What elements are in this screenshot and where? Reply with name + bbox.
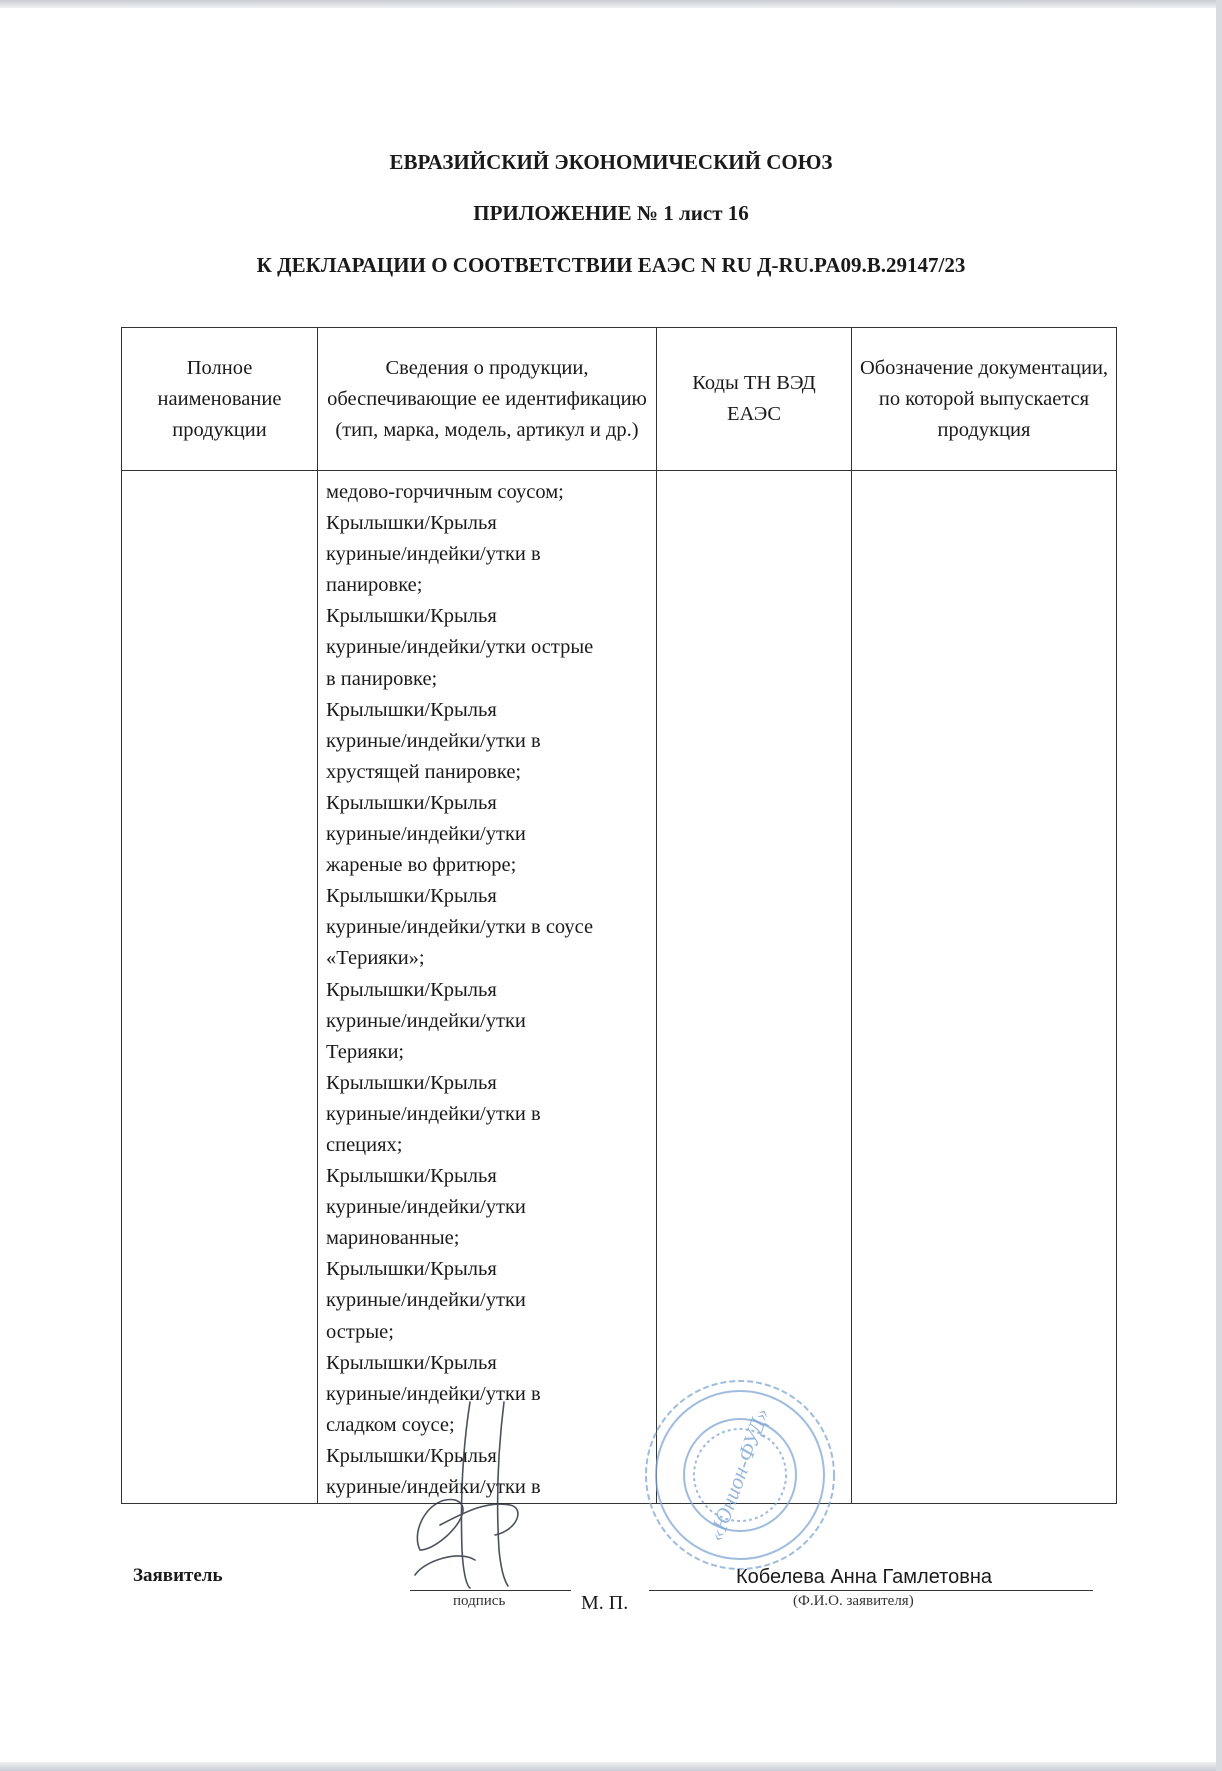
product-info-line: куриные/индейки/утки острые <box>326 636 594 659</box>
product-info-line: Терияки; <box>326 1040 405 1063</box>
product-info-line: острые; <box>326 1320 394 1343</box>
signature-line <box>410 1590 571 1591</box>
product-info-lines <box>318 471 656 1503</box>
product-info-line: Крылышки/Крылья <box>326 605 497 628</box>
column-header-product-info: Сведения о продукции, обеспечивающие ее идентификацию (тип, марка, модель, артикул и др.) <box>318 328 657 471</box>
appendix-title: ПРИЛОЖЕНИЕ № 1 лист 16 <box>473 201 749 225</box>
cell-tn-ved-codes <box>657 471 852 1504</box>
company-stamp <box>640 1375 840 1575</box>
applicant-name: Кобелева Анна Гамлетовна <box>736 1566 993 1588</box>
product-info-line: куриные/индейки/утки в соусе <box>326 916 594 939</box>
product-info-line: Крылышки/Крылья <box>326 1165 497 1188</box>
table-row <box>122 471 1117 1504</box>
product-info-line: Крылышки/Крылья <box>326 885 497 908</box>
cell-product-name <box>122 471 318 1504</box>
product-info-line: куриные/индейки/утки в <box>326 1102 541 1125</box>
applicant-name-line <box>649 1590 1093 1591</box>
product-info-line: в панировке; <box>326 667 438 690</box>
stamp-text: «Юнион-ФУД» <box>702 1404 775 1545</box>
product-info-line: Крылышки/Крылья <box>326 512 497 535</box>
cell-product-info <box>318 471 657 1504</box>
applicant-name-caption: (Ф.И.О. заявителя) <box>793 1593 914 1609</box>
declaration-title: К ДЕКЛАРАЦИИ О СООТВЕТСТВИИ ЕАЭС N RU Д-RU.PA09.B.29147/23 <box>256 253 966 277</box>
product-info-line: панировке; <box>326 574 423 597</box>
product-info-line: Крылышки/Крылья <box>326 1258 497 1281</box>
products-table <box>121 327 1117 1504</box>
product-info-line: куриные/индейки/утки <box>326 823 526 846</box>
column-header-product-name: Полное наименование продукции <box>122 328 318 471</box>
product-info-line: сладком соусе; <box>326 1413 455 1436</box>
product-info-line: Крылышки/Крылья <box>326 978 497 1001</box>
column-header-documentation: Обозначение документации, по которой выпускается продукция <box>852 328 1117 471</box>
applicant-label: Заявитель <box>133 1565 223 1586</box>
product-info-line: куриные/индейки/утки в <box>326 543 541 566</box>
product-info-line: специях; <box>326 1133 403 1156</box>
product-info-line: куриные/индейки/утки в <box>326 1476 541 1498</box>
product-info-line: Крылышки/Крылья <box>326 1071 497 1094</box>
product-info-line: жареные во фритюре; <box>326 854 517 877</box>
product-info-line: медово-горчичным соусом; <box>326 481 564 503</box>
column-header-tn-ved-codes: Коды ТН ВЭД ЕАЭС <box>657 328 852 471</box>
signature-caption: подпись <box>453 1593 506 1609</box>
product-info-line: куриные/индейки/утки в <box>326 1382 541 1405</box>
stamp-place-label: М. П. <box>581 1592 629 1614</box>
product-info-line: куриные/индейки/утки <box>326 1196 526 1219</box>
product-info-line: Крылышки/Крылья <box>326 1444 497 1467</box>
product-info-line: Крылышки/Крылья <box>326 791 497 814</box>
table-header-row <box>122 328 1117 471</box>
product-info-line: Крылышки/Крылья <box>326 1351 497 1374</box>
cell-documentation <box>852 471 1117 1504</box>
product-info-line: «Терияки»; <box>326 947 425 970</box>
product-info-line: куриные/индейки/утки <box>326 1009 526 1032</box>
product-info-line: Крылышки/Крылья <box>326 698 497 721</box>
product-info-line: хрустящей панировке; <box>326 760 522 783</box>
product-info-line: куриные/индейки/утки <box>326 1289 526 1312</box>
product-info-line: маринованные; <box>326 1227 460 1250</box>
signature-scribble <box>400 1400 540 1590</box>
union-title: ЕВРАЗИЙСКИЙ ЭКОНОМИЧЕСКИЙ СОЮЗ <box>389 150 833 174</box>
scan-edge-bottom <box>0 1762 1222 1771</box>
scan-edge-top <box>0 0 1222 8</box>
product-info-line: куриные/индейки/утки в <box>326 729 541 752</box>
